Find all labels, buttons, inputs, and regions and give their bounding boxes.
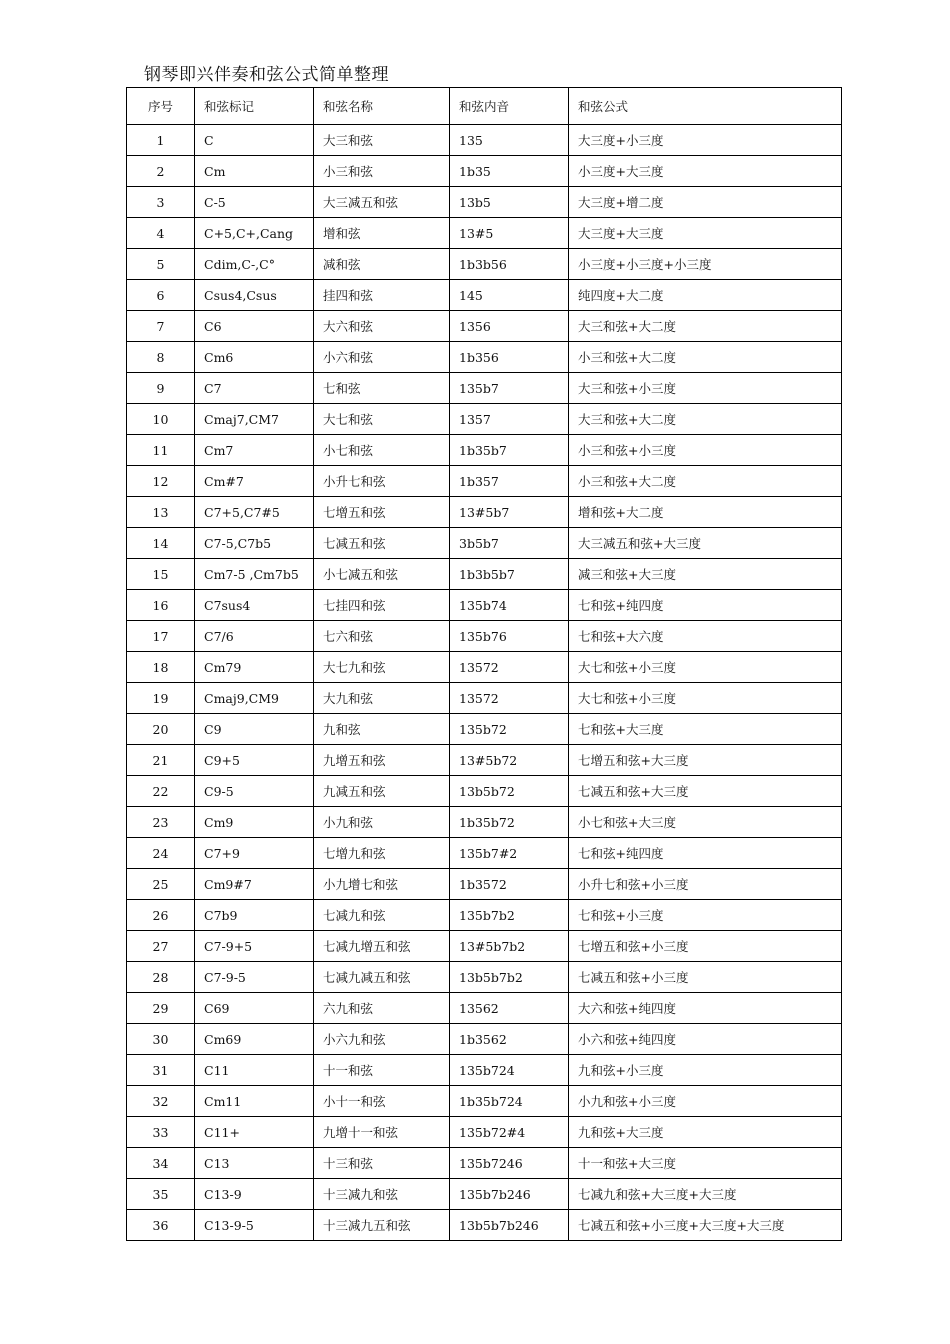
table-row (127, 1148, 842, 1179)
cell-chord-tones: 135b74 (450, 590, 569, 621)
cell-chord-tones: 135b76 (450, 621, 569, 652)
cell-chord-name: 九增十一和弦 (314, 1117, 450, 1148)
cell-chord-symbol: C9 (195, 714, 314, 745)
cell-index: 24 (127, 838, 195, 869)
table-row (127, 1210, 842, 1241)
cell-chord-formula: 大六和弦+纯四度 (569, 993, 842, 1024)
cell-index: 22 (127, 776, 195, 807)
cell-chord-formula: 大七和弦+小三度 (569, 652, 842, 683)
cell-chord-name: 小六和弦 (314, 342, 450, 373)
table-row (127, 249, 842, 280)
cell-chord-formula: 七减五和弦+小三度+大三度+大三度 (569, 1210, 842, 1241)
table-row (127, 311, 842, 342)
cell-index: 11 (127, 435, 195, 466)
cell-chord-tones: 13#5b7 (450, 497, 569, 528)
cell-chord-formula: 七和弦+大六度 (569, 621, 842, 652)
cell-chord-tones: 3b5b7 (450, 528, 569, 559)
table-row (127, 373, 842, 404)
table-row (127, 156, 842, 187)
table-body (127, 125, 842, 1241)
cell-chord-tones: 13b5b72 (450, 776, 569, 807)
cell-chord-name: 十三减九五和弦 (314, 1210, 450, 1241)
cell-index: 6 (127, 280, 195, 311)
cell-chord-formula: 七减九和弦+大三度+大三度 (569, 1179, 842, 1210)
table-row (127, 621, 842, 652)
cell-chord-formula: 大三减五和弦+大三度 (569, 528, 842, 559)
cell-chord-name: 十三和弦 (314, 1148, 450, 1179)
cell-index: 36 (127, 1210, 195, 1241)
cell-index: 30 (127, 1024, 195, 1055)
cell-index: 15 (127, 559, 195, 590)
cell-index: 4 (127, 218, 195, 249)
cell-chord-formula: 七增五和弦+大三度 (569, 745, 842, 776)
cell-chord-formula: 小升七和弦+小三度 (569, 869, 842, 900)
table-row (127, 342, 842, 373)
cell-index: 9 (127, 373, 195, 404)
cell-chord-symbol: Cdim,C-,C° (195, 249, 314, 280)
cell-chord-name: 九减五和弦 (314, 776, 450, 807)
cell-chord-symbol: C13-9-5 (195, 1210, 314, 1241)
cell-chord-name: 大七和弦 (314, 404, 450, 435)
header-chord-symbol: 和弦标记 (195, 88, 314, 125)
cell-chord-tones: 135b7 (450, 373, 569, 404)
cell-chord-formula: 大三和弦+小三度 (569, 373, 842, 404)
cell-chord-symbol: Cm7-5 ,Cm7b5 (195, 559, 314, 590)
cell-index: 33 (127, 1117, 195, 1148)
cell-chord-symbol: C11 (195, 1055, 314, 1086)
cell-chord-name: 六九和弦 (314, 993, 450, 1024)
cell-chord-name: 九和弦 (314, 714, 450, 745)
cell-chord-formula: 七和弦+大三度 (569, 714, 842, 745)
cell-chord-symbol: C13 (195, 1148, 314, 1179)
cell-chord-name: 十一和弦 (314, 1055, 450, 1086)
cell-chord-tones: 13b5b7b2 (450, 962, 569, 993)
table-row (127, 714, 842, 745)
cell-chord-name: 小七减五和弦 (314, 559, 450, 590)
cell-chord-symbol: C9+5 (195, 745, 314, 776)
cell-chord-symbol: Cmaj9,CM9 (195, 683, 314, 714)
cell-index: 20 (127, 714, 195, 745)
cell-chord-formula: 大三度+小三度 (569, 125, 842, 156)
cell-chord-tones: 13562 (450, 993, 569, 1024)
table-row (127, 652, 842, 683)
cell-index: 8 (127, 342, 195, 373)
table-row (127, 125, 842, 156)
cell-chord-formula: 大三度+大三度 (569, 218, 842, 249)
cell-chord-name: 大九和弦 (314, 683, 450, 714)
cell-chord-symbol: C11+ (195, 1117, 314, 1148)
cell-chord-tones: 13#5b7b2 (450, 931, 569, 962)
table-row (127, 931, 842, 962)
table-row (127, 187, 842, 218)
cell-chord-name: 大三减五和弦 (314, 187, 450, 218)
cell-chord-formula: 小三和弦+大二度 (569, 342, 842, 373)
cell-chord-symbol: C13-9 (195, 1179, 314, 1210)
cell-chord-name: 大三和弦 (314, 125, 450, 156)
cell-chord-tones: 135b72 (450, 714, 569, 745)
cell-chord-tones: 1b3b5b7 (450, 559, 569, 590)
table-row (127, 404, 842, 435)
cell-chord-tones: 1b35b724 (450, 1086, 569, 1117)
cell-index: 21 (127, 745, 195, 776)
cell-index: 5 (127, 249, 195, 280)
cell-chord-symbol: Cm#7 (195, 466, 314, 497)
chord-formula-table (126, 87, 842, 1241)
cell-chord-symbol: C7-5,C7b5 (195, 528, 314, 559)
table-row (127, 528, 842, 559)
cell-chord-name: 九增五和弦 (314, 745, 450, 776)
cell-chord-symbol: Cm79 (195, 652, 314, 683)
table-row (127, 962, 842, 993)
cell-chord-tones: 135b7#2 (450, 838, 569, 869)
cell-chord-name: 增和弦 (314, 218, 450, 249)
cell-index: 26 (127, 900, 195, 931)
cell-index: 27 (127, 931, 195, 962)
table-header-row (127, 88, 842, 125)
cell-chord-formula: 大三和弦+大二度 (569, 404, 842, 435)
cell-chord-name: 小七和弦 (314, 435, 450, 466)
cell-index: 35 (127, 1179, 195, 1210)
cell-chord-tones: 1b3562 (450, 1024, 569, 1055)
cell-index: 17 (127, 621, 195, 652)
cell-chord-symbol: C7/6 (195, 621, 314, 652)
cell-chord-formula: 小六和弦+纯四度 (569, 1024, 842, 1055)
cell-chord-tones: 135b7b2 (450, 900, 569, 931)
cell-chord-symbol: C7+9 (195, 838, 314, 869)
cell-chord-name: 小十一和弦 (314, 1086, 450, 1117)
cell-chord-symbol: Cm (195, 156, 314, 187)
cell-chord-name: 七增五和弦 (314, 497, 450, 528)
cell-chord-formula: 大三度+增二度 (569, 187, 842, 218)
cell-index: 19 (127, 683, 195, 714)
cell-chord-name: 挂四和弦 (314, 280, 450, 311)
table-row (127, 1086, 842, 1117)
cell-chord-name: 大七九和弦 (314, 652, 450, 683)
cell-chord-formula: 九和弦+大三度 (569, 1117, 842, 1148)
header-chord-tones: 和弦内音 (450, 88, 569, 125)
table-row (127, 1117, 842, 1148)
cell-chord-name: 七六和弦 (314, 621, 450, 652)
cell-chord-formula: 七减五和弦+小三度 (569, 962, 842, 993)
cell-chord-tones: 13#5b72 (450, 745, 569, 776)
cell-chord-symbol: C7 (195, 373, 314, 404)
cell-chord-tones: 13572 (450, 652, 569, 683)
table-row (127, 218, 842, 249)
cell-index: 23 (127, 807, 195, 838)
cell-chord-tones: 1356 (450, 311, 569, 342)
cell-chord-formula: 增和弦+大二度 (569, 497, 842, 528)
cell-chord-symbol: Csus4,Csus (195, 280, 314, 311)
cell-chord-name: 大六和弦 (314, 311, 450, 342)
cell-chord-name: 七挂四和弦 (314, 590, 450, 621)
cell-chord-tones: 135b72#4 (450, 1117, 569, 1148)
cell-chord-name: 七增九和弦 (314, 838, 450, 869)
cell-chord-tones: 1b356 (450, 342, 569, 373)
cell-chord-formula: 七减五和弦+大三度 (569, 776, 842, 807)
cell-index: 10 (127, 404, 195, 435)
cell-chord-symbol: C7-9+5 (195, 931, 314, 962)
cell-chord-tones: 135b7246 (450, 1148, 569, 1179)
cell-index: 1 (127, 125, 195, 156)
header-chord-formula: 和弦公式 (569, 88, 842, 125)
cell-chord-symbol: C7+5,C7#5 (195, 497, 314, 528)
cell-index: 34 (127, 1148, 195, 1179)
cell-index: 7 (127, 311, 195, 342)
cell-chord-formula: 七和弦+纯四度 (569, 838, 842, 869)
cell-chord-symbol: Cmaj7,CM7 (195, 404, 314, 435)
cell-chord-tones: 135b724 (450, 1055, 569, 1086)
cell-chord-formula: 大七和弦+小三度 (569, 683, 842, 714)
cell-chord-tones: 13#5 (450, 218, 569, 249)
table-row (127, 590, 842, 621)
cell-chord-name: 小九和弦 (314, 807, 450, 838)
cell-index: 25 (127, 869, 195, 900)
table-row (127, 900, 842, 931)
cell-chord-tones: 1b3b56 (450, 249, 569, 280)
cell-index: 14 (127, 528, 195, 559)
table-row (127, 280, 842, 311)
cell-chord-name: 七减五和弦 (314, 528, 450, 559)
cell-chord-symbol: C-5 (195, 187, 314, 218)
table-row (127, 838, 842, 869)
cell-chord-name: 七减九和弦 (314, 900, 450, 931)
table-row (127, 1024, 842, 1055)
table-row (127, 1179, 842, 1210)
cell-chord-name: 七减九增五和弦 (314, 931, 450, 962)
cell-chord-symbol: Cm9#7 (195, 869, 314, 900)
cell-chord-symbol: Cm6 (195, 342, 314, 373)
cell-chord-name: 减和弦 (314, 249, 450, 280)
cell-chord-symbol: C7b9 (195, 900, 314, 931)
table-row (127, 869, 842, 900)
header-index: 序号 (127, 88, 195, 125)
cell-chord-symbol: C7sus4 (195, 590, 314, 621)
cell-chord-name: 小升七和弦 (314, 466, 450, 497)
cell-chord-tones: 13b5 (450, 187, 569, 218)
cell-chord-symbol: C6 (195, 311, 314, 342)
cell-chord-symbol: Cm69 (195, 1024, 314, 1055)
cell-chord-symbol: C+5,C+,Cang (195, 218, 314, 249)
cell-chord-symbol: C69 (195, 993, 314, 1024)
cell-chord-name: 小三和弦 (314, 156, 450, 187)
cell-chord-name: 七和弦 (314, 373, 450, 404)
cell-chord-formula: 纯四度+大二度 (569, 280, 842, 311)
table-row (127, 497, 842, 528)
cell-chord-formula: 九和弦+小三度 (569, 1055, 842, 1086)
cell-chord-tones: 1b35 (450, 156, 569, 187)
cell-chord-symbol: Cm9 (195, 807, 314, 838)
cell-chord-formula: 小三和弦+大二度 (569, 466, 842, 497)
cell-chord-tones: 1b35b72 (450, 807, 569, 838)
cell-chord-symbol: Cm11 (195, 1086, 314, 1117)
cell-index: 2 (127, 156, 195, 187)
table-row (127, 807, 842, 838)
page-title: 钢琴即兴伴奏和弦公式简单整理 (144, 65, 389, 85)
cell-index: 13 (127, 497, 195, 528)
cell-chord-formula: 七和弦+小三度 (569, 900, 842, 931)
table-row (127, 683, 842, 714)
header-chord-name: 和弦名称 (314, 88, 450, 125)
cell-chord-formula: 七和弦+纯四度 (569, 590, 842, 621)
cell-chord-name: 小九增七和弦 (314, 869, 450, 900)
cell-index: 29 (127, 993, 195, 1024)
cell-chord-tones: 1b35b7 (450, 435, 569, 466)
table-row (127, 435, 842, 466)
cell-chord-name: 七减九减五和弦 (314, 962, 450, 993)
cell-chord-formula: 七增五和弦+小三度 (569, 931, 842, 962)
cell-chord-tones: 1b357 (450, 466, 569, 497)
cell-index: 31 (127, 1055, 195, 1086)
table-row (127, 993, 842, 1024)
cell-index: 32 (127, 1086, 195, 1117)
cell-chord-tones: 1b3572 (450, 869, 569, 900)
cell-chord-symbol: C (195, 125, 314, 156)
cell-chord-tones: 13572 (450, 683, 569, 714)
table-row (127, 1055, 842, 1086)
cell-chord-tones: 145 (450, 280, 569, 311)
table-row (127, 559, 842, 590)
cell-chord-tones: 13b5b7b246 (450, 1210, 569, 1241)
cell-chord-formula: 小三度+小三度+小三度 (569, 249, 842, 280)
cell-chord-tones: 135b7b246 (450, 1179, 569, 1210)
cell-chord-symbol: C7-9-5 (195, 962, 314, 993)
cell-chord-formula: 小九和弦+小三度 (569, 1086, 842, 1117)
cell-chord-symbol: Cm7 (195, 435, 314, 466)
cell-index: 16 (127, 590, 195, 621)
cell-index: 28 (127, 962, 195, 993)
cell-chord-name: 小六九和弦 (314, 1024, 450, 1055)
cell-chord-formula: 小三度+大三度 (569, 156, 842, 187)
cell-chord-tones: 1357 (450, 404, 569, 435)
table-row (127, 776, 842, 807)
cell-chord-tones: 135 (450, 125, 569, 156)
cell-index: 12 (127, 466, 195, 497)
cell-index: 3 (127, 187, 195, 218)
cell-chord-formula: 十一和弦+大三度 (569, 1148, 842, 1179)
cell-index: 18 (127, 652, 195, 683)
table-row (127, 466, 842, 497)
cell-chord-formula: 大三和弦+大二度 (569, 311, 842, 342)
cell-chord-formula: 减三和弦+大三度 (569, 559, 842, 590)
cell-chord-symbol: C9-5 (195, 776, 314, 807)
cell-chord-formula: 小七和弦+大三度 (569, 807, 842, 838)
table-row (127, 745, 842, 776)
cell-chord-name: 十三减九和弦 (314, 1179, 450, 1210)
cell-chord-formula: 小三和弦+小三度 (569, 435, 842, 466)
